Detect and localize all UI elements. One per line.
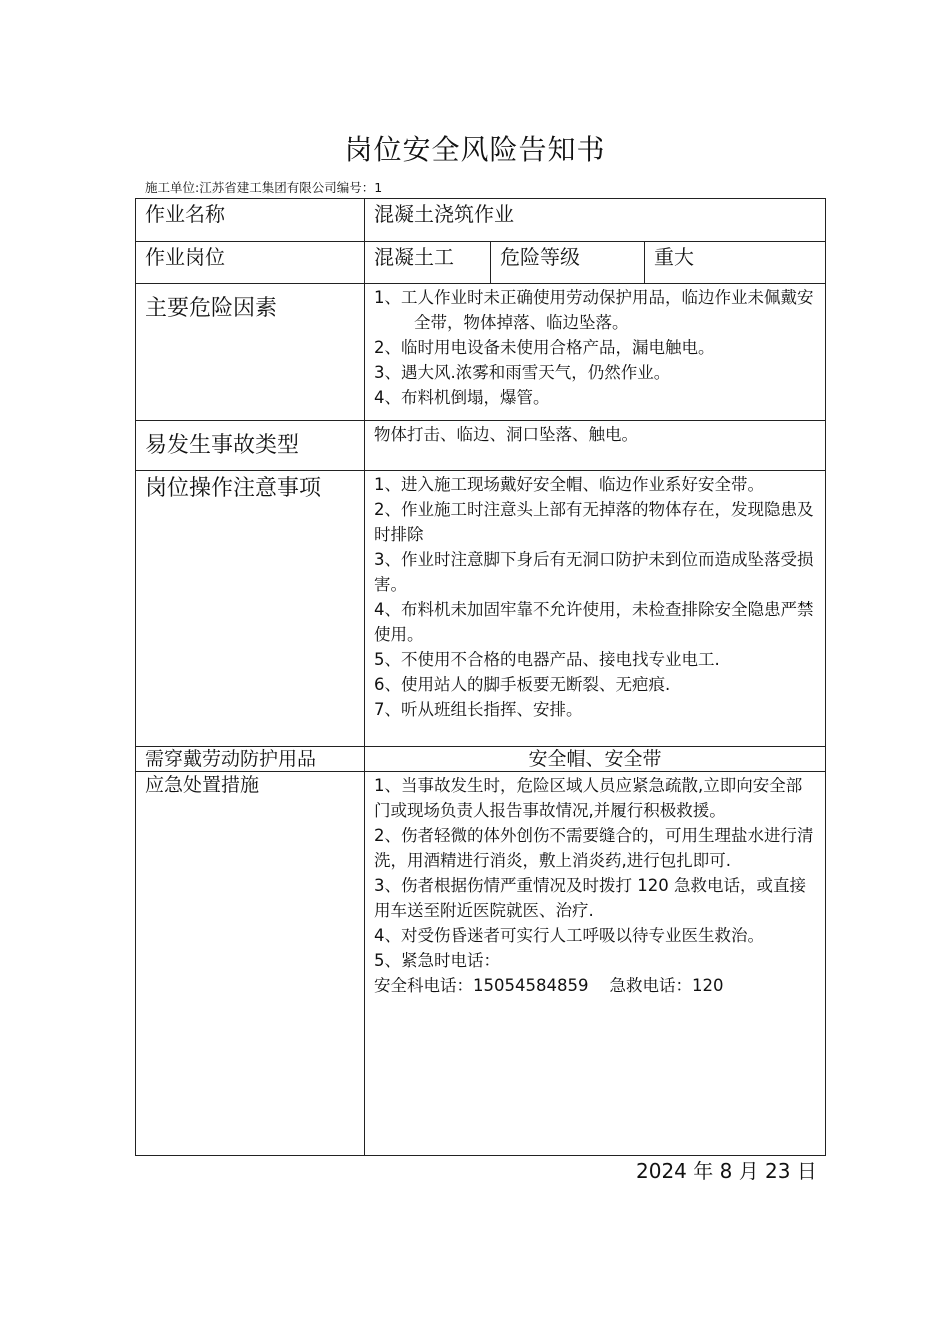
emergency-item: 1、当事故发生时，危险区域人员应紧急疏散,立即向安全部门或现场负责人报告事故情况,并履行积极救援。: [374, 776, 803, 820]
hazards-label: 主要危险因素: [136, 284, 365, 421]
document-title: 岗位安全风险告知书: [344, 133, 606, 166]
ppe-label: 需穿戴劳动防护用品: [136, 747, 365, 772]
precautions-label: 岗位操作注意事项: [136, 471, 365, 747]
risk-notice-table: [135, 198, 826, 1156]
unit-and-number-line: 施工单位:江苏省建工集团有限公司编号：1: [145, 180, 383, 195]
hazard-item: 4、布料机倒塌，爆管。: [374, 388, 550, 407]
emergency-item: 3、伤者根据伤情严重情况及时拨打 120 急救电话，或直接用车送至附近医院就医、治疗.: [374, 876, 806, 920]
precaution-item: 3、作业时注意脚下身后有无洞口防护未到位而造成坠落受损害。: [374, 550, 814, 594]
risk-level-label: 危险等级: [491, 242, 645, 284]
row-job-name: [136, 199, 826, 242]
hazards-list: [365, 284, 826, 421]
accident-types-value: 物体打击、临边、洞口坠落、触电。: [365, 421, 826, 471]
emergency-item: 5、紧急时电话：: [374, 951, 500, 970]
hazard-item: 1、工人作业时未正确使用劳动保护用品，临边作业未佩戴安全带，物体掉落、临边坠落。: [374, 288, 814, 332]
emergency-list: [365, 772, 826, 1156]
accident-types-label: 易发生事故类型: [136, 421, 365, 471]
emergency-label: 应急处置措施: [136, 772, 365, 1156]
row-ppe: [136, 747, 826, 772]
precaution-item: 7、听从班组长指挥、安排。: [374, 700, 583, 719]
hazard-item: 2、临时用电设备未使用合格产品，漏电触电。: [374, 338, 715, 357]
row-emergency: [136, 772, 826, 1156]
job-name-label: 作业名称: [136, 199, 365, 242]
hazard-item: 3、遇大风.浓雾和雨雪天气，仍然作业。: [374, 363, 671, 382]
precautions-list: [365, 471, 826, 747]
row-accident-types: [136, 421, 826, 471]
document-date: 2024 年 8 月 23 日: [636, 1159, 817, 1183]
precaution-item: 1、进入施工现场戴好安全帽、临边作业系好安全带。: [374, 475, 764, 494]
job-post-label: 作业岗位: [136, 242, 365, 284]
row-job-post: [136, 242, 826, 284]
precaution-item: 5、不使用不合格的电器产品、接电找专业电工.: [374, 650, 720, 669]
job-name-value: 混凝土浇筑作业: [365, 199, 826, 242]
precaution-item: 4、布料机未加固牢靠不允许使用，未检查排除安全隐患严禁使用。: [374, 600, 814, 644]
row-hazards: [136, 284, 826, 421]
precaution-item: 2、作业施工时注意头上部有无掉落的物体存在，发现隐患及时排除: [374, 500, 814, 544]
ppe-value: 安全帽、安全带: [365, 747, 826, 772]
risk-level-value: 重大: [645, 242, 826, 284]
emergency-phone-line: 安全科电话：15054584859 急救电话：120: [374, 976, 724, 995]
row-precautions: [136, 471, 826, 747]
job-post-value: 混凝土工: [365, 242, 491, 284]
emergency-item: 4、对受伤昏迷者可实行人工呼吸以待专业医生救治。: [374, 926, 764, 945]
precaution-item: 6、使用站人的脚手板要无断裂、无疤痕.: [374, 675, 671, 694]
emergency-item: 2、伤者轻微的体外创伤不需要缝合的，可用生理盐水进行清洗，用酒精进行消炎，敷上消炎药,进行包扎即可.: [374, 826, 814, 870]
